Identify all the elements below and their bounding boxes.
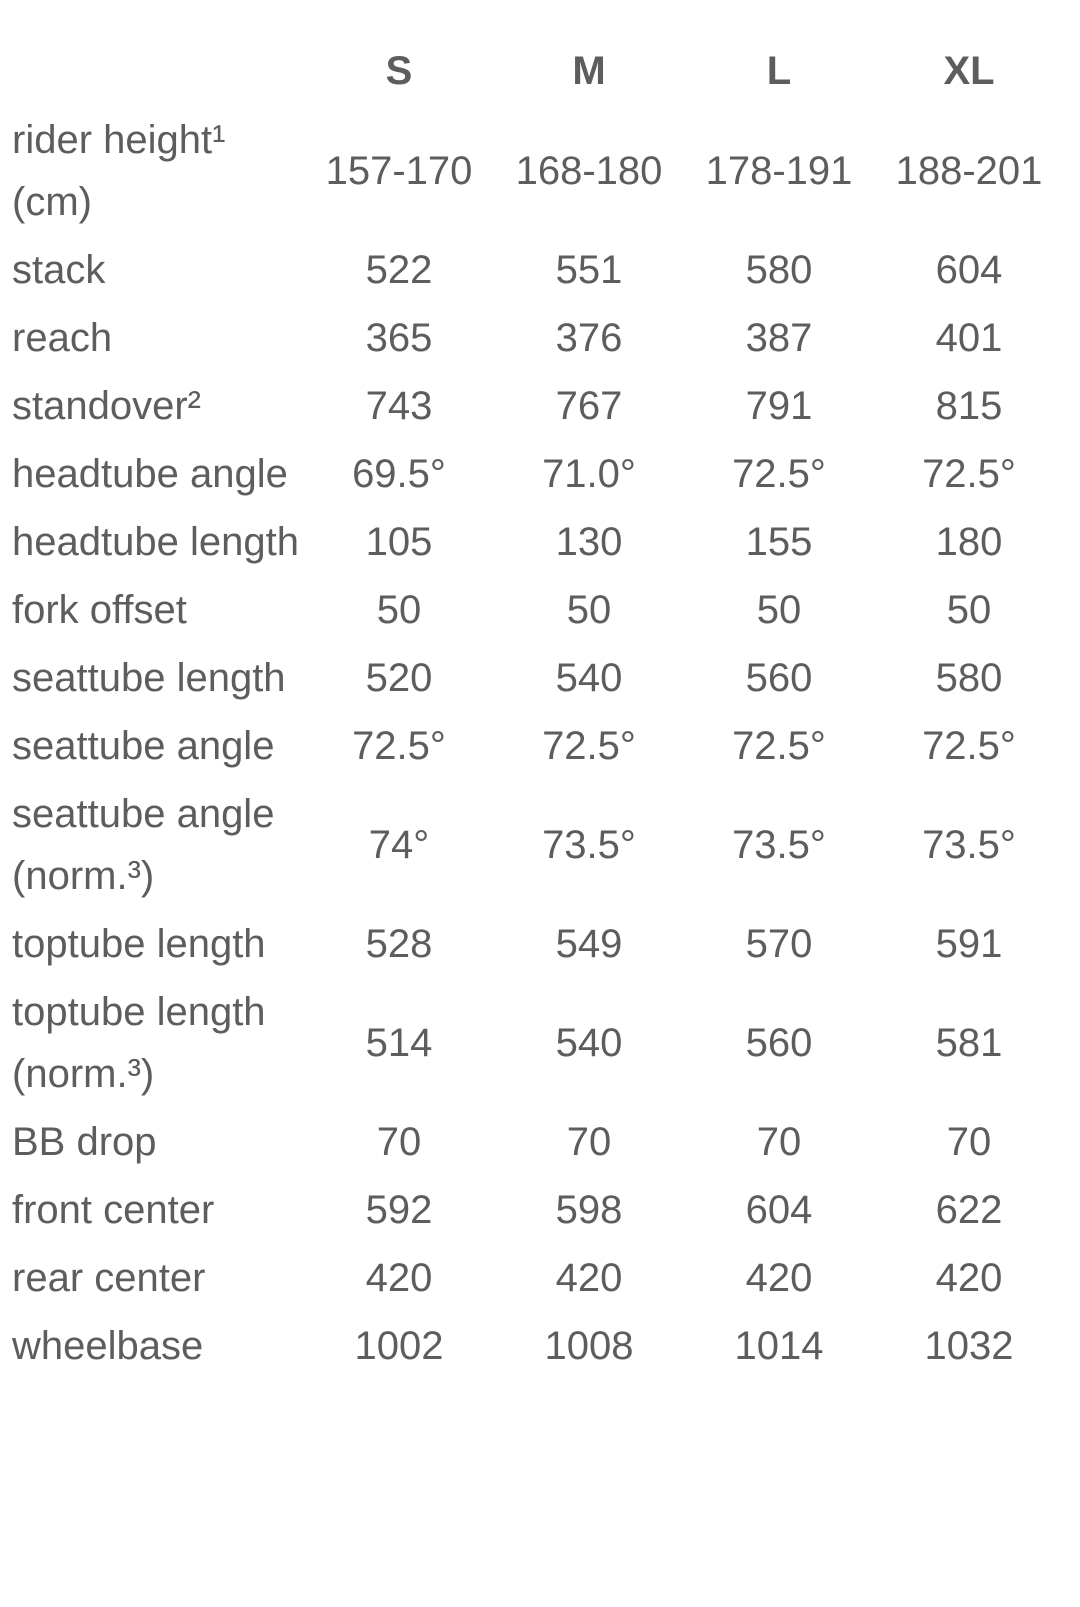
row-value: 1032 xyxy=(924,1324,1014,1368)
row-value: 622 xyxy=(935,1188,1003,1232)
row-value: 387 xyxy=(745,316,813,360)
row-label: wheelbase xyxy=(12,1324,204,1368)
row-label: seattube length xyxy=(12,656,286,700)
row-value: 72.5° xyxy=(732,724,826,768)
row-value: 74° xyxy=(368,823,430,867)
table-body xyxy=(12,106,1064,1380)
table-row xyxy=(12,1312,1064,1380)
row-value: 420 xyxy=(745,1256,813,1300)
row-value: 767 xyxy=(555,384,623,428)
row-value: 155 xyxy=(745,520,813,564)
row-value: 180 xyxy=(935,520,1003,564)
row-label: seattube angle (norm.³) xyxy=(12,792,275,898)
table-row xyxy=(12,106,1064,236)
table-row xyxy=(12,1108,1064,1176)
row-value: 69.5° xyxy=(352,452,446,496)
row-label: headtube length xyxy=(12,520,299,564)
table-row xyxy=(12,910,1064,978)
row-value: 50 xyxy=(376,588,422,632)
row-value: 560 xyxy=(745,1021,813,1065)
table-header xyxy=(12,36,1064,106)
table-row xyxy=(12,712,1064,780)
row-value: 520 xyxy=(365,656,433,700)
row-value: 365 xyxy=(365,316,433,360)
row-value: 743 xyxy=(365,384,433,428)
row-value: 549 xyxy=(555,922,623,966)
row-value: 560 xyxy=(745,656,813,700)
row-label: fork offset xyxy=(12,588,187,632)
row-value: 1008 xyxy=(544,1324,634,1368)
table-row xyxy=(12,1244,1064,1312)
row-value: 540 xyxy=(555,656,623,700)
row-value: 72.5° xyxy=(922,724,1016,768)
header-size-m: M xyxy=(572,48,606,93)
table-row xyxy=(12,780,1064,910)
table-row xyxy=(12,236,1064,304)
row-label: toptube length xyxy=(12,922,266,966)
table-row xyxy=(12,1176,1064,1244)
row-value: 604 xyxy=(935,248,1003,292)
row-value: 522 xyxy=(365,248,433,292)
row-value: 50 xyxy=(566,588,612,632)
row-value: 815 xyxy=(935,384,1003,428)
header-size-s: S xyxy=(385,48,413,93)
geometry-table xyxy=(12,36,1064,1380)
row-label: front center xyxy=(12,1188,215,1232)
row-value: 540 xyxy=(555,1021,623,1065)
row-value: 598 xyxy=(555,1188,623,1232)
table-row xyxy=(12,440,1064,508)
row-value: 72.5° xyxy=(922,452,1016,496)
row-value: 73.5° xyxy=(542,823,636,867)
table-row xyxy=(12,508,1064,576)
row-value: 73.5° xyxy=(732,823,826,867)
row-value: 570 xyxy=(745,922,813,966)
row-label: headtube angle xyxy=(12,452,288,496)
table-row xyxy=(12,372,1064,440)
row-label: BB drop xyxy=(12,1120,157,1164)
row-value: 592 xyxy=(365,1188,433,1232)
row-value: 604 xyxy=(745,1188,813,1232)
row-value: 551 xyxy=(555,248,623,292)
table-row xyxy=(12,576,1064,644)
row-value: 420 xyxy=(935,1256,1003,1300)
row-label: standover² xyxy=(12,384,201,428)
row-value: 72.5° xyxy=(732,452,826,496)
row-value: 580 xyxy=(745,248,813,292)
row-value: 376 xyxy=(555,316,623,360)
row-value: 70 xyxy=(566,1120,612,1164)
row-value: 580 xyxy=(935,656,1003,700)
header-size-xl: XL xyxy=(943,48,995,93)
row-label: seattube angle xyxy=(12,724,275,768)
row-value: 401 xyxy=(935,316,1003,360)
row-label: reach xyxy=(12,316,113,360)
row-value: 70 xyxy=(756,1120,802,1164)
row-value: 591 xyxy=(935,922,1003,966)
row-value: 178-191 xyxy=(705,149,853,193)
row-label: rear center xyxy=(12,1256,206,1300)
row-value: 50 xyxy=(946,588,992,632)
table-row xyxy=(12,978,1064,1108)
row-value: 157-170 xyxy=(325,149,473,193)
row-value: 514 xyxy=(365,1021,433,1065)
row-value: 420 xyxy=(365,1256,433,1300)
row-value: 168-180 xyxy=(515,149,663,193)
table-row xyxy=(12,644,1064,712)
row-value: 1014 xyxy=(734,1324,824,1368)
row-value: 105 xyxy=(365,520,433,564)
row-value: 72.5° xyxy=(352,724,446,768)
row-label: stack xyxy=(12,248,106,292)
row-label: toptube length (norm.³) xyxy=(12,990,266,1096)
header-size-l: L xyxy=(766,48,792,93)
row-value: 188-201 xyxy=(895,149,1043,193)
row-label: rider height¹ (cm) xyxy=(12,118,226,224)
row-value: 528 xyxy=(365,922,433,966)
row-value: 50 xyxy=(756,588,802,632)
row-value: 70 xyxy=(946,1120,992,1164)
header-row xyxy=(12,36,1064,106)
row-value: 1002 xyxy=(354,1324,444,1368)
row-value: 72.5° xyxy=(542,724,636,768)
row-value: 70 xyxy=(376,1120,422,1164)
row-value: 791 xyxy=(745,384,813,428)
row-value: 73.5° xyxy=(922,823,1016,867)
header-corner xyxy=(12,36,304,106)
row-value: 581 xyxy=(935,1021,1003,1065)
row-value: 420 xyxy=(555,1256,623,1300)
table-row xyxy=(12,304,1064,372)
row-value: 71.0° xyxy=(542,452,636,496)
row-value: 130 xyxy=(555,520,623,564)
